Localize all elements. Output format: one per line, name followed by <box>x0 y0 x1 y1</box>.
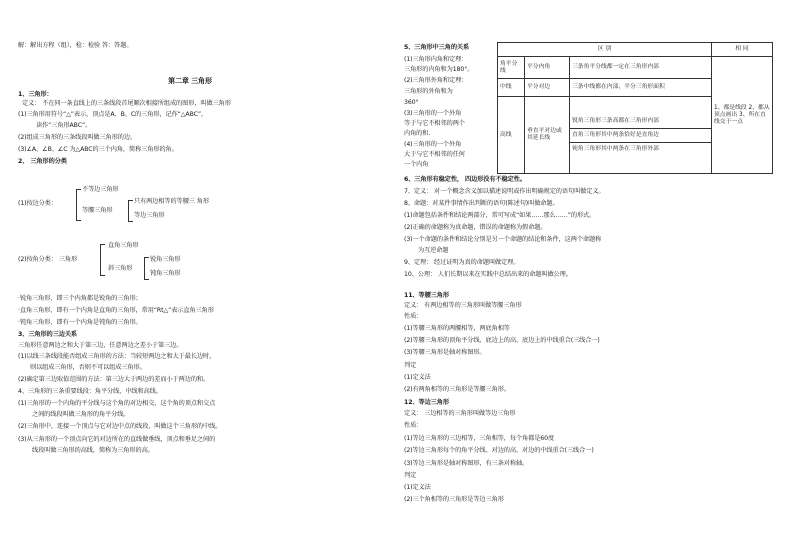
equilateral-triangle: 等边三角形 <box>134 212 165 219</box>
exterior-sum-theorem: (2)三角形外角和定理： <box>404 77 468 84</box>
true-false-proposition: (2)正确的命题称为真命题，错误的命题称为假命题。 <box>404 224 547 231</box>
section-11-heading: 11、等腰三角形 <box>404 292 449 299</box>
table-row-def: 平分内角 <box>525 57 570 79</box>
classify-by-sides-label: (1)按边分类： <box>18 200 57 207</box>
oblique-triangle: 斜三角形 <box>108 265 133 272</box>
chapter-title: 第二章 三角形 <box>168 77 212 85</box>
section-7-definition: 7、定义： 对一个概念含义加以描述说明或作出明确规定的语句叫做定义。 <box>404 188 605 195</box>
section-1-heading: 1、三角形： <box>18 91 53 98</box>
angle-sum-value: 三角形的内角和为180°。 <box>404 66 474 73</box>
angle-sum-theorem: (1)三角形内角和定理： <box>404 56 468 63</box>
proposition-parts: (1)命题包括条件和结论两部分，常可写成“如果……那么……”的形式。 <box>404 212 596 219</box>
table-row-name: 中线 <box>498 79 525 97</box>
table-row-desc: 三条中线都在内部，平分三角形面积 <box>570 79 712 97</box>
segment-comparison-table <box>497 42 773 174</box>
altitude-def-cont: 线段叫做三角形的高线，简称为三角形的高。 <box>32 447 154 454</box>
table-common-cell: 1、都是线段 2、都从顶点画出 3、所在直线交于一点 <box>712 57 773 174</box>
section-10-axiom: 10、公理： 人们长期以来在实践中总结出来的命题叫做公理。 <box>404 271 572 278</box>
isosceles-general: 只有两边相等的等腰三 角形 <box>134 198 209 205</box>
isosceles-criterion-2: (2)有两角相等的三角形是等腰三角形。 <box>404 386 510 393</box>
isosceles-triangle: 等腰三角形 <box>82 207 113 214</box>
table-header-difference: 区 别 <box>498 43 712 57</box>
equilateral-properties-label: 性质： <box>404 422 423 429</box>
median-def: (2)三角形中，连接一个顶点与它对边中点的线段，叫做这个三角形的中线。 <box>18 423 222 430</box>
exterior-sum-text: 三角形的外角和为 <box>404 88 453 95</box>
angle-bisector-def: (1)三角形的一个内角的平分线与这个角的对边相交，这个角的顶点和交点 <box>18 400 216 407</box>
section-2-heading: 2、 三角形的分类 <box>18 158 67 165</box>
altitude-acute-case: 锐角三角形三条高都在三角形内部 <box>570 115 711 129</box>
section-9-theorem: 9、定理： 经过证明为真的命题叫做定理。 <box>404 259 520 266</box>
isosceles-property-1: (1)等腰三角形的两腰相等，两底角相等 <box>404 325 510 332</box>
triangle-notation-read: 读作“三角形ABC”。 <box>36 122 92 129</box>
converse-proposition: (3)一个命题的条件和结论分别是另一个命题的结论和条件，这两个命题称 <box>404 236 602 243</box>
equilateral-property-1: (1)等边三角形的三边相等，三角相等，每个角都是60度 <box>404 435 555 442</box>
sides-brace <box>76 189 81 221</box>
table-header-same: 相 同 <box>712 43 773 57</box>
exterior-angle-1c: 内角的和. <box>404 130 431 137</box>
isosceles-property-2: (2)等腰三角形的顶角平分线、底边上的高、底边上的中线重合(三线合一) <box>404 337 600 344</box>
side-check-method: (1)以线三条线段能否组成三角形的方法：当较短两边之和大于最长边时， <box>18 353 216 360</box>
triangle-angles: (3)∠A、∠B、∠C 为△ABC的三个内角，简称三角形的角。 <box>18 146 178 153</box>
exterior-angle-1b: 等于与它不相邻的两个 <box>404 120 465 127</box>
isosceles-criteria-label: 判定 <box>404 362 417 369</box>
section-12-heading: 12、等边三角形 <box>404 399 449 406</box>
exterior-angle-1: (3)三角形的一个外角 <box>404 110 462 117</box>
equilateral-criterion-2: (2)三个角相等的三角形是等边三角形 <box>404 496 504 503</box>
table-row-def: 垂直平对边或其延长线 <box>525 97 570 174</box>
isosceles-property-3: (3)等腰三角形是轴对称图形。 <box>404 349 486 356</box>
section-8-proposition: 8、命题：对某件事情作出判断的语句(陈述句)叫做命题。 <box>404 200 559 207</box>
triangle-notation: (1)三角形用符号“△”表示，顶点是A、B、C的三角形，记作“△ABC”， <box>18 111 208 118</box>
triangle-definition: 定义： 不在同一条直线上的三条线段首尾顺次相接所组成的图形，叫做三角形 <box>22 100 231 107</box>
right-definition: ·直角三角形，即有一个内角是直角的三角形，常用“Rt△”表示直角三角形 <box>18 307 214 314</box>
obtuse-triangle: 钝角三角形 <box>150 270 181 277</box>
angle-bisector-def-cont: 之间的线段叫做三角形的角平分线。 <box>32 411 130 418</box>
section-5-heading: 5、三角形中三角的关系 <box>404 44 470 51</box>
exterior-angle-2b: 大于与它不相邻的任何 <box>404 151 465 158</box>
equilateral-definition: 定义： 三边相等的三角形叫做等边三角形 <box>404 410 516 417</box>
section-4-heading: 4、三角形的三条重要线段：角平分线、中线和高线。 <box>18 388 162 395</box>
table-altitude-cases <box>570 97 712 174</box>
isosceles-properties-label: 性质： <box>404 313 423 320</box>
obtuse-definition: ·钝角三角形，即有一个内角是钝角的三角形。 <box>18 319 142 326</box>
isosceles-criterion-1: (1)定义法 <box>404 374 431 381</box>
acute-definition: ·锐角三角形，即三个内角都是锐角的三角形； <box>18 295 142 302</box>
side-check-method-cont: 则以组成三角形，否则不可以组成三角形。 <box>30 364 146 371</box>
isosceles-definition: 定义： 有两边相等的三角形叫做等腰三角形 <box>404 302 522 309</box>
triangle-inequality: 三角形任意两边之和大于第三边，任意两边之差小于第三边。 <box>18 342 183 349</box>
scalene-triangle: 不等边三角形 <box>82 186 119 193</box>
classify-by-angles-label: (2)按角分类： 三角形 <box>18 256 78 263</box>
exterior-angle-2c: 一个内角 <box>404 161 429 168</box>
section-6-heading: 6、三角形有稳定性， 四边形没有不稳定性。 <box>404 176 526 183</box>
exterior-sum-value: 360° <box>404 99 419 106</box>
oblique-brace <box>144 257 149 280</box>
table-row-name: 高线 <box>498 97 525 174</box>
exterior-angle-2: (4)三角形的一个外角 <box>404 141 462 148</box>
converse-proposition-cont: 为互逆命题 <box>418 247 449 254</box>
acute-triangle: 锐角三角形 <box>150 256 181 263</box>
altitude-def: (3)从三角形的一个顶点向它的对边所在的直线做垂线，顶点和垂足之间的 <box>18 436 216 443</box>
table-row-def: 平分对边 <box>525 79 570 97</box>
altitude-right-case: 直角三角形其中两条恰好是直角边 <box>570 129 711 143</box>
table-row-desc: 三条角平分线都一定在三角形内部 <box>570 57 712 79</box>
third-side-range: (2)确定第三边取值范围的方法：第三边大于两边的差而小于两边的和。 <box>18 376 210 383</box>
angles-brace <box>100 244 105 276</box>
equilateral-criterion-1: (1)定义法 <box>404 484 431 491</box>
equilateral-criteria-label: 判定 <box>404 472 417 479</box>
isosceles-brace <box>128 200 133 222</box>
triangle-sides: (2)组成三角形的三条线段叫做三角形的边。 <box>18 134 137 141</box>
equilateral-property-2: (2)等边三角形每个的角平分线、对边的高、对边的中线重合(三线合一) <box>404 447 594 454</box>
altitude-obtuse-case: 钝角三角形其中两条在三角形外部 <box>572 145 659 152</box>
table-row-name: 角平分线 <box>498 57 525 79</box>
answer-steps-line: 解：解出方程（组），检：检验 答：答题。 <box>18 42 133 49</box>
section-3-heading: 3、三角形的三边关系 <box>18 331 77 338</box>
equilateral-property-3: (3)等边三角形是轴对称图形，有三条对称轴。 <box>404 460 529 467</box>
right-triangle: 直角三角形 <box>108 242 139 249</box>
